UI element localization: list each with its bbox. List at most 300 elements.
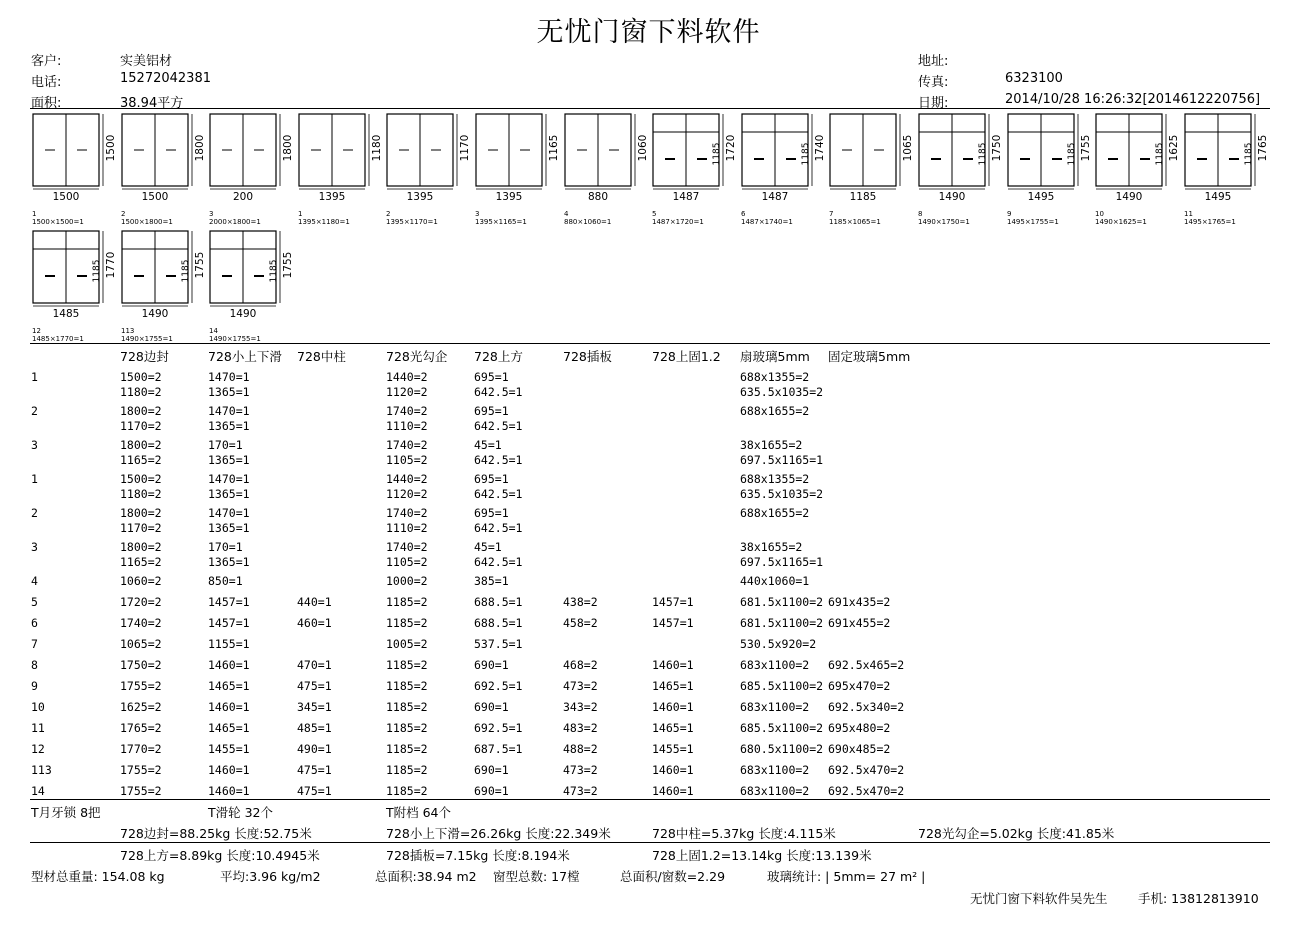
window-number: 11	[1183, 210, 1193, 218]
window-drawing	[208, 228, 294, 343]
table-cell: 470=1	[297, 658, 332, 672]
column-header: 728插板	[563, 349, 612, 364]
window-inner-height-label: 1185	[978, 142, 988, 166]
table-cell: 473=2	[563, 679, 598, 693]
weights-divider	[30, 842, 1270, 843]
date-label: 日期:	[918, 96, 949, 111]
customer-label: 客户:	[31, 54, 62, 69]
window-width-label: 1395	[407, 191, 434, 203]
window-width-label: 1500	[52, 191, 80, 203]
table-cell: 692.5=1	[474, 679, 523, 693]
window-inner-height-label: 1185	[1243, 142, 1254, 166]
table-cell: 1180=2	[120, 487, 162, 501]
window-drawing	[385, 111, 471, 226]
table-cell: 681.5x1100=2	[740, 595, 824, 609]
table-cell: 1740=2	[120, 616, 162, 630]
table-cell: 1460=1	[652, 763, 694, 777]
window-width-label: 200	[233, 191, 254, 203]
table-cell: 1000=2	[386, 574, 428, 588]
table-cell: 695x480=2	[828, 721, 891, 735]
table-cell: 38x1655=2	[740, 540, 803, 554]
window-caption: 1185×1065=1	[829, 218, 882, 226]
table-cell: 683x1100=2	[740, 763, 810, 777]
table-cell: 1005=2	[386, 637, 428, 651]
table-cell: 1740=2	[386, 438, 428, 452]
table-cell: 488=2	[563, 742, 598, 756]
table-cell: 1465=1	[208, 721, 250, 735]
table-cell: 695x470=2	[828, 679, 891, 693]
table-cell: 1465=1	[208, 679, 250, 693]
window-height-label: 1800	[282, 134, 295, 162]
table-cell: 688.5=1	[474, 616, 523, 630]
weight-item: 728边封=88.25kg 长度:52.75米	[120, 826, 312, 841]
window-inner-height-label: 1185	[712, 142, 723, 166]
table-cell: 1365=1	[208, 555, 250, 569]
table-cell: 473=2	[563, 784, 598, 798]
column-header: 728边封	[120, 349, 169, 364]
table-cell: 1740=2	[386, 506, 428, 520]
table-cell: 490=1	[297, 742, 332, 756]
table-cell: 690=1	[474, 784, 509, 798]
window-width-label: 1495	[1204, 191, 1232, 203]
window-number: 1	[297, 210, 303, 218]
table-cell: 1455=1	[652, 742, 694, 756]
window-width-label: 1490	[1115, 191, 1143, 203]
table-cell: 1185=2	[386, 595, 428, 609]
table-cell: 475=1	[297, 679, 332, 693]
table-cell: 685.5x1100=2	[740, 679, 824, 693]
table-cell: 1185=2	[386, 700, 428, 714]
table-cell: 170=1	[208, 438, 243, 452]
window-drawing	[917, 111, 1003, 226]
customer-value: 实美铝材	[120, 54, 173, 69]
table-cell: 1750=2	[120, 658, 162, 672]
row-number: 8	[31, 658, 38, 672]
window-inner-height-label: 1185	[800, 142, 811, 166]
window-number: 1	[32, 210, 37, 218]
column-header: 728上方	[474, 349, 523, 364]
window-drawing	[120, 111, 206, 226]
vendor-name: 无忧门窗下料软件吴先生	[970, 891, 1108, 906]
table-cell: 1185=2	[386, 616, 428, 630]
window-number: 14	[209, 327, 219, 335]
window-caption: 1395×1165=1	[475, 218, 527, 226]
window-drawing	[31, 228, 117, 343]
table-cell: 1185=2	[386, 679, 428, 693]
total-weight: 型材总重量: 154.08 kg	[31, 869, 165, 884]
table-cell: 692.5x465=2	[828, 658, 905, 672]
window-caption: 1395×1180=1	[297, 218, 350, 226]
table-cell: 850=1	[208, 574, 243, 588]
table-cell: 642.5=1	[474, 487, 523, 501]
window-number: 4	[563, 210, 569, 218]
table-cell: 642.5=1	[474, 419, 523, 433]
table-cell: 685.5x1100=2	[740, 721, 824, 735]
window-width-label: 1395	[318, 191, 346, 203]
window-drawing	[1006, 111, 1092, 226]
window-inner-height-label: 1185	[180, 259, 191, 283]
table-cell: 38x1655=2	[740, 438, 803, 452]
window-height-label: 1165	[548, 134, 560, 162]
window-width-label: 1395	[495, 191, 523, 203]
hardware-lock: T月牙锁 8把	[31, 805, 101, 820]
table-cell: 1460=1	[208, 700, 250, 714]
table-cell: 1470=1	[208, 506, 250, 520]
table-cell: 1740=2	[386, 404, 428, 418]
window-number: 8	[918, 210, 923, 218]
table-cell: 473=2	[563, 763, 598, 777]
table-cell: 1800=2	[120, 438, 162, 452]
window-height-label: 1625	[1168, 134, 1181, 162]
table-cell: 1455=1	[208, 742, 250, 756]
window-width-label: 1485	[52, 308, 80, 320]
table-cell: 1120=2	[386, 487, 428, 501]
date-value: 2014/10/28 16:26:32[2014612220756]	[1005, 92, 1261, 107]
weight-item: 728上固1.2=13.14kg 长度:13.139米	[652, 848, 872, 863]
address-label: 地址:	[918, 54, 949, 69]
table-cell: 1470=1	[208, 472, 250, 486]
table-cell: 1720=2	[120, 595, 162, 609]
table-cell: 1185=2	[386, 721, 428, 735]
table-cell: 1110=2	[386, 521, 428, 535]
row-number: 11	[31, 721, 45, 735]
table-cell: 1457=1	[208, 595, 250, 609]
window-height-label: 1720	[725, 134, 738, 162]
window-drawing	[1183, 111, 1269, 226]
window-drawing	[31, 111, 117, 226]
table-cell: 345=1	[297, 700, 332, 714]
average-weight: 平均:3.96 kg/m2	[220, 869, 321, 884]
table-cell: 1185=2	[386, 742, 428, 756]
weight-item: 728光勾企=5.02kg 长度:41.85米	[918, 826, 1115, 841]
window-number: 113	[120, 327, 134, 335]
window-drawing	[828, 111, 914, 226]
table-cell: 683x1100=2	[740, 700, 810, 714]
table-cell: 1165=2	[120, 453, 162, 467]
window-number: 9	[1006, 210, 1012, 218]
window-height-label: 1065	[902, 134, 915, 162]
area-per-window: 总面积/窗数=2.29	[620, 869, 726, 884]
window-height-label: 1060	[636, 134, 649, 162]
table-cell: 1170=2	[120, 521, 162, 535]
window-width-label: 880	[587, 191, 608, 203]
window-caption: 1495×1755=1	[1006, 218, 1059, 226]
table-cell: 45=1	[474, 540, 502, 554]
hardware-stopper: T附档 64个	[386, 805, 452, 820]
table-cell: 1180=2	[120, 385, 162, 399]
table-cell: 1800=2	[120, 540, 162, 554]
row-number: 12	[31, 742, 45, 756]
window-drawing	[651, 111, 737, 226]
table-cell: 475=1	[297, 763, 332, 777]
window-caption: 1487×1740=1	[740, 218, 793, 226]
row-number: 9	[31, 679, 38, 693]
row-number: 3	[31, 540, 38, 554]
row-number: 7	[31, 637, 38, 651]
table-cell: 458=2	[563, 616, 598, 630]
window-height-label: 1500	[105, 134, 117, 162]
table-cell: 642.5=1	[474, 453, 523, 467]
window-height-label: 1755	[193, 251, 206, 279]
table-cell: 691x435=2	[828, 595, 891, 609]
window-number: 2	[120, 210, 126, 218]
table-cell: 1365=1	[208, 419, 250, 433]
window-width-label: 1495	[1027, 191, 1054, 203]
window-caption: 1395×1170=1	[386, 218, 439, 226]
table-cell: 1740=2	[386, 540, 428, 554]
window-number: 2	[386, 210, 391, 218]
window-number: 5	[652, 210, 657, 218]
window-caption: 1490×1755=1	[120, 335, 173, 343]
window-width-label: 1500	[141, 191, 168, 203]
table-cell: 1105=2	[386, 555, 428, 569]
table-cell: 1065=2	[120, 637, 162, 651]
hardware-roller: T滑轮 32个	[208, 805, 274, 820]
table-cell: 1800=2	[120, 506, 162, 520]
weight-item: 728中柱=5.37kg 长度:4.115米	[652, 826, 836, 841]
window-number: 3	[209, 210, 214, 218]
column-header: 728上固1.2	[652, 349, 721, 364]
window-height-label: 1755	[1079, 134, 1092, 162]
window-drawing	[474, 111, 560, 226]
window-number: 10	[1095, 210, 1105, 218]
table-cell: 1755=2	[120, 784, 162, 798]
window-drawing	[740, 111, 826, 226]
window-width-label: 1487	[672, 191, 700, 203]
table-cell: 680.5x1100=2	[740, 742, 824, 756]
row-number: 2	[31, 506, 38, 520]
table-cell: 537.5=1	[474, 637, 523, 651]
window-width-label: 1490	[229, 308, 257, 320]
table-cell: 45=1	[474, 438, 502, 452]
column-header: 固定玻璃5mm	[828, 349, 911, 364]
table-cell: 695=1	[474, 404, 509, 418]
table-cell: 1470=1	[208, 404, 250, 418]
table-cell: 1457=1	[208, 616, 250, 630]
window-caption: 1485×1770=1	[32, 335, 84, 343]
table-cell: 681.5x1100=2	[740, 616, 824, 630]
table-cell: 468=2	[563, 658, 598, 672]
table-cell: 1365=1	[208, 487, 250, 501]
window-count: 窗型总数: 17樘	[493, 869, 580, 884]
table-cell: 635.5x1035=2	[740, 487, 824, 501]
window-width-label: 1487	[761, 191, 789, 203]
total-area: 总面积:38.94 m2	[375, 869, 477, 884]
window-height-label: 1765	[1256, 134, 1269, 162]
glass-stats: 玻璃统计: | 5mm= 27 m² |	[767, 869, 926, 884]
table-cell: 1465=1	[652, 679, 694, 693]
table-cell: 687.5=1	[474, 742, 523, 756]
row-number: 2	[31, 404, 38, 418]
table-cell: 683x1100=2	[740, 784, 810, 798]
window-height-label: 1740	[813, 134, 826, 162]
table-cell: 688x1655=2	[740, 506, 810, 520]
window-number: 6	[740, 210, 746, 218]
column-header: 728光勾企	[386, 349, 448, 364]
table-cell: 697.5x1165=1	[740, 453, 824, 467]
table-cell: 1500=2	[120, 370, 162, 384]
row-number: 5	[31, 595, 38, 609]
row-number: 14	[31, 784, 45, 798]
table-cell: 530.5x920=2	[740, 637, 817, 651]
table-top-divider	[30, 343, 1270, 344]
table-cell: 485=1	[297, 721, 332, 735]
window-drawing	[297, 111, 383, 226]
table-cell: 688x1355=2	[740, 472, 810, 486]
table-cell: 695=1	[474, 370, 509, 384]
window-caption: 880×1060=1	[563, 218, 611, 226]
weight-item: 728上方=8.89kg 长度:10.4945米	[120, 848, 320, 863]
table-cell: 1457=1	[652, 595, 694, 609]
window-caption: 1490×1750=1	[918, 218, 970, 226]
table-cell: 1440=2	[386, 472, 428, 486]
fax-label: 传真:	[918, 75, 949, 90]
window-caption: 1490×1755=1	[209, 335, 262, 343]
column-header: 扇玻璃5mm	[740, 349, 810, 364]
table-cell: 683x1100=2	[740, 658, 810, 672]
window-width-label: 1490	[938, 191, 966, 203]
window-drawing	[1094, 111, 1180, 226]
table-cell: 343=2	[563, 700, 598, 714]
row-number: 4	[31, 574, 38, 588]
window-drawing	[563, 111, 649, 226]
table-cell: 1770=2	[120, 742, 162, 756]
column-header: 728中柱	[297, 349, 346, 364]
window-caption: 1495×1765=1	[1183, 218, 1236, 226]
table-cell: 1365=1	[208, 521, 250, 535]
table-cell: 1460=1	[208, 658, 250, 672]
table-cell: 690=1	[474, 658, 509, 672]
window-inner-height-label: 1185	[1066, 142, 1077, 166]
window-caption: 1500×1500=1	[32, 218, 84, 226]
window-caption: 1487×1720=1	[652, 218, 705, 226]
table-cell: 1165=2	[120, 555, 162, 569]
window-caption: 1500×1800=1	[120, 218, 173, 226]
row-number: 10	[31, 700, 45, 714]
table-cell: 1460=1	[652, 700, 694, 714]
window-number: 7	[829, 210, 834, 218]
row-number: 113	[31, 763, 52, 777]
table-cell: 642.5=1	[474, 555, 523, 569]
window-height-label: 1180	[370, 134, 383, 162]
window-drawing	[120, 228, 206, 343]
table-cell: 690=1	[474, 700, 509, 714]
table-cell: 1460=1	[652, 784, 694, 798]
table-cell: 691x455=2	[828, 616, 891, 630]
table-cell: 692.5x470=2	[828, 763, 905, 777]
table-cell: 460=1	[297, 616, 332, 630]
area-value: 38.94平方	[120, 96, 184, 111]
table-cell: 1185=2	[386, 658, 428, 672]
table-cell: 1120=2	[386, 385, 428, 399]
table-cell: 1625=2	[120, 700, 162, 714]
table-cell: 438=2	[563, 595, 598, 609]
row-number: 1	[31, 472, 38, 486]
table-cell: 1170=2	[120, 419, 162, 433]
column-header: 728小上下滑	[208, 349, 282, 364]
window-caption: 1490×1625=1	[1095, 218, 1148, 226]
table-cell: 692.5x340=2	[828, 700, 905, 714]
table-cell: 1365=1	[208, 385, 250, 399]
table-cell: 690=1	[474, 763, 509, 777]
table-cell: 440x1060=1	[740, 574, 810, 588]
weight-item: 728插板=7.15kg 长度:8.194米	[386, 848, 570, 863]
header-divider	[30, 108, 1270, 109]
table-cell: 697.5x1165=1	[740, 555, 824, 569]
table-cell: 635.5x1035=2	[740, 385, 824, 399]
row-number: 6	[31, 616, 38, 630]
area-label: 面积:	[31, 96, 62, 111]
table-cell: 1755=2	[120, 679, 162, 693]
table-cell: 688x1355=2	[740, 370, 810, 384]
table-cell: 1460=1	[208, 763, 250, 777]
table-cell: 475=1	[297, 784, 332, 798]
window-number: 3	[475, 210, 480, 218]
table-cell: 692.5x470=2	[828, 784, 905, 798]
table-cell: 1185=2	[386, 784, 428, 798]
table-cell: 695=1	[474, 506, 509, 520]
window-inner-height-label: 1185	[92, 259, 102, 283]
table-cell: 690x485=2	[828, 742, 891, 756]
row-number: 1	[31, 370, 38, 384]
table-cell: 483=2	[563, 721, 598, 735]
table-cell: 642.5=1	[474, 385, 523, 399]
table-cell: 642.5=1	[474, 521, 523, 535]
phone-label: 电话:	[31, 75, 62, 90]
table-cell: 385=1	[474, 574, 509, 588]
table-cell: 1110=2	[386, 419, 428, 433]
fax-value: 6323100	[1005, 71, 1063, 86]
table-cell: 1060=2	[120, 574, 162, 588]
table-cell: 1755=2	[120, 763, 162, 777]
window-drawing	[208, 111, 294, 226]
table-cell: 688.5=1	[474, 595, 523, 609]
window-number: 12	[32, 327, 41, 335]
table-cell: 1500=2	[120, 472, 162, 486]
row-number: 3	[31, 438, 38, 452]
table-cell: 1185=2	[386, 763, 428, 777]
vendor-mobile: 手机: 13812813910	[1138, 891, 1259, 906]
window-width-label: 1490	[141, 308, 168, 320]
table-cell: 1457=1	[652, 616, 694, 630]
table-cell: 1470=1	[208, 370, 250, 384]
table-cell: 1460=1	[208, 784, 250, 798]
phone-value: 15272042381	[120, 71, 211, 86]
window-height-label: 1800	[193, 134, 206, 162]
table-cell: 692.5=1	[474, 721, 523, 735]
window-height-label: 1750	[991, 134, 1003, 162]
table-cell: 1465=1	[652, 721, 694, 735]
window-caption: 2000×1800=1	[209, 218, 262, 226]
table-cell: 1800=2	[120, 404, 162, 418]
table-cell: 1440=2	[386, 370, 428, 384]
window-inner-height-label: 1185	[269, 259, 280, 283]
table-cell: 688x1655=2	[740, 404, 810, 418]
table-cell: 1765=2	[120, 721, 162, 735]
table-cell: 170=1	[208, 540, 243, 554]
window-height-label: 1170	[459, 134, 472, 162]
page-title: 无忧门窗下料软件	[536, 17, 761, 48]
table-cell: 1105=2	[386, 453, 428, 467]
table-cell: 1460=1	[652, 658, 694, 672]
weight-item: 728小上下滑=26.26kg 长度:22.349米	[386, 826, 611, 841]
window-width-label: 1185	[850, 191, 877, 203]
window-height-label: 1755	[282, 251, 295, 279]
table-cell: 440=1	[297, 595, 332, 609]
table-cell: 1155=1	[208, 637, 250, 651]
table-cell: 695=1	[474, 472, 509, 486]
table-cell: 1365=1	[208, 453, 250, 467]
